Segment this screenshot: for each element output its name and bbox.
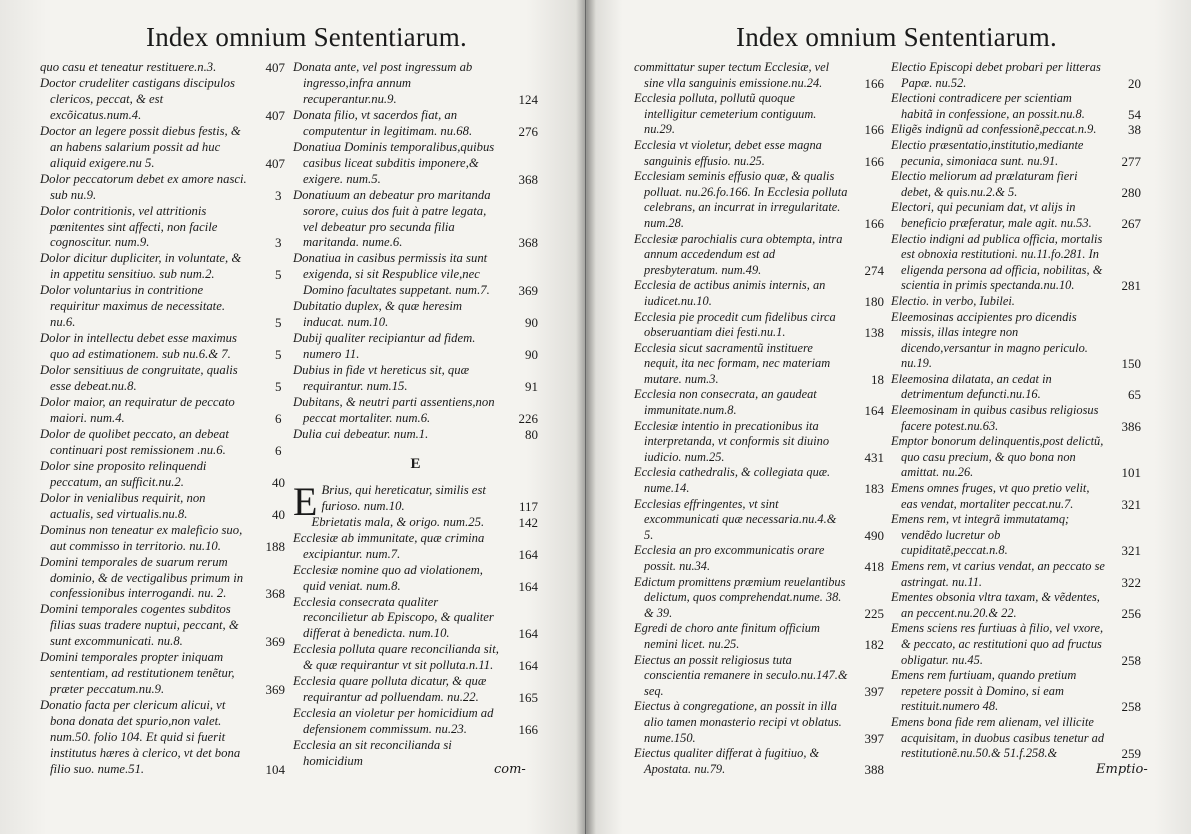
left-page [0,0,585,834]
entry-text: Dolor sine proposito relinquendi peccatum, an sufficit.nu.2. [40,458,207,489]
entry-text: Donatiua Dominis temporalibus,quibus casibus liceat subditis imponere,& exigere. num.5. [293,139,495,186]
entry-page-number: 117 [518,498,538,514]
index-entry [891,294,1141,310]
entry-text: Dolor peccatorum debet ex amore nasci. sub nu.9. [40,171,247,202]
index-entry [634,419,884,466]
entry-text: Emptor bonorum delinquentis,post delictũ, quo casu precium, & quo bona non amittat. nu.26. [891,434,1104,480]
entry-text: Donata filio, vt sacerdos fiat, an computentur in legitimam. nu.68. [293,107,473,138]
entry-page-number: 397 [864,730,884,746]
index-entry [40,523,285,555]
entry-page-number: 322 [1121,574,1141,590]
index-entry [891,372,1141,403]
entry-text: Domini temporales de suarum rerum dominio, & de vectigalibus primum in confessionibus interrogandi. nu. 2. [40,554,244,601]
entry-text: Ecclesia an sit reconcilianda si homicidium [293,738,452,769]
entry-text: Emens rem, vt integrã immutatamq; vendẽdo lucretur ob cupiditatẽ,peccat.n.8. [891,512,1070,558]
entry-text: Ecclesiæ intentio in precationibus ita interpretanda, vt conformis sit diuino iudicio. num.25. [634,418,830,464]
index-entry [40,650,285,698]
right-column-2 [891,60,1141,762]
entry-text: Emens rem furtiuam, quando pretium repetere possit à Domino, si eam restituit.numero 48. [891,668,1077,714]
entry-page-number: 369 [265,682,285,698]
index-entry [634,543,884,574]
entry-text: Ementes obsonia vltra taxam, & vẽdentes, an peccent.nu.20.& 22. [891,590,1100,620]
entry-page-number: 368 [265,586,285,602]
entry-text: quo casu et teneatur restituere.n.3. [40,60,217,74]
entry-page-number: 182 [864,636,884,652]
entry-text: Ecclesia non consecrata, an gaudeat immunitate.num.8. [634,387,817,418]
entry-page-number: 164 [518,578,538,594]
entry-text: Donata ante, vel post ingressum ab ingresso,infra annum recuperantur.nu.9. [293,60,473,106]
entry-text: Ecclesia consecrata qualiter reconcilietur ab Episcopo, & qualiter differat à benedicta. num.10. [293,594,494,641]
entry-text: Dolor contritionis, vel attritionis pœnitentes sint affecti, non facile cognoscitur. num.9. [40,203,218,250]
entry-page-number: 20 [1128,75,1141,91]
entry-page-number: 407 [265,60,285,75]
index-entry [293,363,538,395]
entry-text: Eleemosinam in quibus casibus religiosus facere potest.nu.63. [891,403,1099,433]
index-entry [293,515,538,531]
entry-page-number: 277 [1121,153,1141,169]
entry-page-number: 142 [518,514,538,530]
entry-page-number: 321 [1121,543,1141,559]
entry-page-number: 321 [1121,496,1141,512]
entry-text: committatur super tectum Ecclesiæ, vel sine vlla sanguinis emissione.nu.24. [634,60,830,90]
entry-page-number: 166 [864,153,884,169]
index-entry [293,595,538,643]
entry-page-number: 256 [1121,605,1141,621]
drop-cap: E [293,478,318,524]
index-entry [293,642,538,674]
index-entry [293,531,538,563]
entry-text: Ecclesiæ nomine quo ad violationem, quid veniat. num.8. [293,562,483,593]
entry-text: Doctor an legere possit diebus festis, & an habens salarium possit ad huc aliquid exigere.nu 5. [40,123,241,170]
entry-text: Dubitatio duplex, & quæ heresim inducat. num.10. [293,299,463,330]
entry-page-number: 407 [265,107,285,123]
index-entry [891,60,1141,91]
index-entry [40,60,285,76]
entry-text: Eleemosina dilatata, an cedat in detrimentum defuncti.nu.16. [891,371,1052,402]
index-entry [891,481,1141,512]
index-entry [40,124,285,172]
index-entry [293,331,538,363]
entry-text: Ecclesiam seminis effusio quæ, & qualis polluat. nu.26.fo.166. In Ecclesia polluta celebrans, an incurrat in irregularitate. num.28. [634,169,848,230]
entry-text: Egredi de choro ante finitum officium nemini licet. nu.25. [634,621,820,651]
right-catchword: Emptio- [1096,762,1148,777]
entry-text: Emens rem, vt carius vendat, an peccato se astringat. nu.11. [891,559,1105,589]
entry-page-number: 164 [864,403,884,419]
entry-text: Ecclesia sicut sacramentũ instituere nequit, ita nec formam, nec materiam mutare. num.3. [634,340,831,386]
index-entry [40,555,285,603]
entry-page-number: 166 [864,122,884,138]
left-page-header: Index omnium Sententiarum. [146,22,467,52]
entry-text: Emens bona fide rem alienam, vel illicite acquisitam, in duobus casibus tenetur ad restitutionẽ.nu.50.& 51.f.258.& [891,714,1105,761]
entry-page-number: 164 [518,546,538,562]
index-entry [891,621,1141,668]
entry-page-number: 188 [265,538,285,554]
entry-page-number: 164 [518,626,538,642]
entry-text: Brius, qui hereticatur, similis est furioso. num.10. [321,482,486,513]
entry-text: Dolor voluntarius in contritione requiritur maximus de necessitate. nu.6. [40,283,226,330]
entry-page-number: 65 [1128,387,1141,403]
entry-text: Ecclesia de actibus animis internis, an iudicet.nu.10. [634,278,826,308]
index-entry: Dolor voluntarius in contritione requiritur maximus de necessitate. nu.6. 5 [40,283,282,331]
index-entry [293,188,538,252]
entry-text: Dolor maior, an requiratur de peccato maiori. num.4. [40,395,235,425]
index-entry: Dolor de quolibet peccato, an debeat continuari post remissionem .nu.6. 6 [40,426,282,458]
index-entry [293,674,538,706]
entry-page-number: 369 [265,634,285,650]
section-letter: E [410,455,421,472]
entry-page-number: 407 [265,155,285,171]
left-column-2 [293,60,538,770]
entry-page-number: 418 [864,559,884,574]
entry-page-number: 54 [1128,106,1141,122]
index-entry [634,169,884,231]
index-entry [891,232,1141,294]
index-entry [891,200,1141,231]
entry-text: Eleemosinas accipientes pro dicendis missis, illas integre non dicendo,versantur in magno periculo. nu.19. [891,309,1088,371]
index-entry [891,668,1141,715]
entry-page-number: 431 [864,449,884,465]
entry-text: Dubius in fide vt hereticus sit, quæ requirantur. num.15. [293,363,470,394]
index-entry: Dolor sensitiuus de congruitate, qualis esse debeat.nu.8. 5 [40,363,282,395]
entry-text: Ecclesias effringentes, vt sint excommunicati quæ necessaria.nu.4.& 5. [634,496,837,542]
index-entry [293,706,538,738]
entry-page-number: 101 [1121,465,1141,481]
entry-page-number: 166 [864,215,884,231]
index-entry [634,91,884,138]
index-entry [634,575,884,622]
entry-page-number: 225 [864,605,884,621]
entry-page-number: 259 [1121,746,1141,762]
entry-text: Donatiua in casibus permissis ita sunt exigenda, si sit Respublice vile,nec Domino facultates suppetant. num.7. [293,251,490,298]
index-entry: Dolor maior, an requiratur de peccato maiori. num.4. 6 [40,395,282,426]
entry-text: Domini temporales propter iniquam sententiam, ad restitutionem tenẽtur, præter peccatum.nu.9. [40,650,235,697]
entry-page-number: 180 [864,293,884,309]
entry-text: Ecclesia quare polluta dicatur, & quæ requirantur ad polluendam. nu.22. [293,674,487,705]
entry-page-number: 40 [272,474,285,490]
index-entry [293,140,538,188]
entry-text: Electori, qui pecuniam dat, vt alijs in beneficio præferatur, male agit. nu.53. [891,200,1092,230]
index-entry [40,491,285,523]
right-page-header: Index omnium Sententiarum. [736,22,1057,52]
index-entry [293,299,538,331]
entry-page-number: 490 [864,527,884,543]
index-entry [40,602,285,650]
entry-page-number: 138 [864,325,884,341]
entry-text: Eligẽs indignũ ad confessionẽ,peccat.n.9. [891,122,1097,137]
entry-page-number: 80 [525,426,538,442]
index-entry [40,459,285,491]
index-entry [634,621,884,652]
entry-page-number: 150 [1121,356,1141,372]
entry-page-number: 18 [871,371,884,387]
entry-text: Dominus non teneatur ex maleficio suo, aut commisso in territorio. nu.10. [40,522,243,553]
index-entry [891,559,1141,590]
index-entry [40,76,285,124]
entry-text: Donatiuum an debeatur pro maritanda sorore, cuius dos fuit à patre legata, vel debeatur pro secunda filia maritanda. nume.6. [293,187,491,250]
entry-text: Doctor crudeliter castigans discipulos clericos, peccat, & est excõicatus.num.4. [40,75,235,122]
entry-text: Ecclesia polluta quare reconcilianda sit, & quæ requirantur vt sit polluta.n.11. [293,642,499,673]
left-column-1 [40,60,285,778]
index-entry [891,715,1141,762]
entry-text: Dubij qualiter recipiantur ad fidem. numero 11. [293,331,476,362]
entry-text: Ecclesia pie procedit cum fidelibus circa obseruantiam diei festi.nu.1. [634,309,836,340]
index-entry [891,138,1141,169]
index-entry [634,60,884,91]
entry-text: Eiectus an possit religiosus tuta conscientia remanere in seculo.nu.147.& seq. [634,652,848,698]
index-entry [891,434,1141,481]
index-entry [293,108,538,140]
entry-text: Dolor in intellectu debet esse maximus quo ad estimationem. sub nu.6.& 7. [40,331,237,362]
right-page [586,0,1191,834]
index-entry [634,341,884,388]
index-entry [40,698,285,778]
entry-text: Donatio facta per clericum alicui, vt bona donata det spurio,non valet. num.50. folio 104. Et quid si fuerit institutus hæres à clerico, vt det bona filio suo. nume.51. [40,698,241,776]
index-entry [891,512,1141,559]
entry-page-number: 386 [1121,418,1141,434]
entry-text: Ecclesia an pro excommunicatis orare possit. nu.34. [634,543,825,573]
index-entry [891,403,1141,434]
entry-text: Emens omnes fruges, vt quo pretio velit, eas vendat, mortaliter peccat.nu.7. [891,481,1090,511]
index-entry [634,699,884,746]
index-entry: Dolor in intellectu debet esse maximus quo ad estimationem. sub nu.6.& 7. 5 [40,331,282,363]
entry-text: Emens sciens res furtiuas à filio, vel vxore, & peccato, ac restitutioni quo ad fructus obligatur. nu.45. [891,621,1104,667]
entry-page-number: 91 [525,379,538,395]
entry-text: Edictum promittens præmium reuelantibus delictum, quos comprehendat.nume. 38. & 39. [634,574,846,620]
entry-text: Ecclesiæ parochialis cura obtempta, intra annum accedendum est ad presbyteratum. num.49. [634,231,843,277]
entry-page-number: 258 [1121,652,1141,668]
entry-text: Electio indigni ad publica officia, mortalis est obnoxia restitutioni. nu.11.fo.281. In eligenda persona ad officia, nobilitas, & scientia in primis spectanda.nu.10. [891,231,1103,293]
entry-page-number: 124 [518,91,538,107]
index-entry [634,465,884,496]
entry-text: Ecclesia an violetur per homicidium ad defensionem commissum. nu.23. [293,706,494,737]
entry-page-number: 226 [518,410,538,426]
entry-text: Dubitans, & neutri parti assentiens,non peccat mortaliter. num.6. [293,395,495,425]
index-entry [891,122,1141,138]
entry-text: Domini temporales cogentes subditos filias suas tradere nuptui, peccant, & sunt excommunicati. nu.8. [40,602,239,649]
index-entry [293,395,538,427]
index-entry [634,387,884,418]
entry-page-number: 276 [518,123,538,139]
book-gutter [576,0,596,834]
entry-text: Dolor dicitur dupliciter, in voluntate, & in appetitu sensitiuo. sub num.2. [40,251,242,282]
index-entry [891,169,1141,200]
entry-text: Ecclesia vt violetur, debet esse magna sanguinis effusio. nu.25. [634,137,822,168]
index-entry [634,278,884,309]
index-entry [891,310,1141,372]
entry-text: Dolor in venialibus requirit, non actualis, sed virtualis.nu.8. [40,490,206,521]
entry-page-number: 165 [518,690,538,706]
entry-page-number: 258 [1121,699,1141,715]
index-entry [293,60,538,108]
entry-page-number: 274 [864,262,884,278]
entry-page-number: 368 [518,235,538,251]
entry-text: Dulia cui debeatur. num.1. [293,426,429,441]
left-catchword: com- [494,762,526,777]
entry-text: Electio. in verbo, Iubilei. [891,293,1015,308]
entry-page-number: 90 [525,347,538,363]
index-entry [293,563,538,595]
index-entry: Dolor peccatorum debet ex amore nasci. sub nu.9. 3 [40,171,282,203]
entry-page-number: 369 [518,283,538,299]
entry-page-number: 267 [1121,215,1141,231]
entry-text: Ebrietatis mala, & origo. num.25. [311,514,485,529]
entry-page-number: 90 [525,315,538,331]
entry-page-number: 40 [272,506,285,522]
entry-text: Eiectus qualiter differat à fugitiuo, & Apostata. nu.79. [634,746,820,776]
entry-page-number: 183 [864,481,884,497]
entry-page-number: 166 [864,75,884,91]
index-entry [891,590,1141,621]
index-entry [634,138,884,169]
index-entry [634,232,884,279]
entry-page-number: 397 [864,683,884,699]
index-entry: Dolor dicitur dupliciter, in voluntate, & in appetitu sensitiuo. sub num.2. 5 [40,251,282,283]
entry-page-number: 164 [518,658,538,674]
entry-text: Dolor de quolibet peccato, an debeat continuari post remissionem .nu.6. [40,426,229,457]
entry-text: Eiectus à congregatione, an possit in illa alio tamen monasterio recipi vt oblatus. nume.150. [634,699,842,745]
index-entry [293,427,538,443]
entry-page-number: 281 [1121,278,1141,294]
entry-text: Electio meliorum ad prælaturam fieri debet, & quis.nu.2.& 5. [891,169,1078,199]
index-entry [634,746,884,777]
entry-text: Ecclesiæ ab immunitate, quæ crimina excipiantur. num.7. [293,530,485,561]
entry-text: Electio Episcopi debet probari per litteras Papæ. nu.52. [891,60,1101,90]
entry-page-number: 166 [518,722,538,738]
entry-page-number: 104 [265,761,285,777]
entry-page-number: 368 [518,171,538,187]
entry-page-number: 280 [1121,184,1141,200]
index-entry [891,91,1141,122]
entry-page-number: 38 [1128,122,1141,138]
index-entry [634,497,884,544]
index-entry [634,310,884,341]
right-column-1 [634,60,884,777]
index-entry [293,251,538,299]
entry-text: Ecclesia polluta, pollutũ quoque intelligitur cemeterium contiguum. nu.29. [634,91,817,137]
entry-text: Electioni contradicere per scientiam habitã in confessione, an possit.nu.8. [891,91,1085,121]
index-entry [634,653,884,700]
entry-text: Electio præsentatio,institutio,mediante pecunia, simoniaca sunt. nu.91. [891,137,1084,168]
index-entry: Dolor contritionis, vel attritionis pœnitentes sint affecti, non facile cognoscitur. num.9. 3 [40,203,282,251]
entry-page-number: 388 [864,761,884,777]
entry-text: Ecclesia cathedralis, & collegiata quæ. nume.14. [634,465,831,496]
entry-text: Dolor sensitiuus de congruitate, qualis esse debeat.nu.8. [40,363,238,394]
